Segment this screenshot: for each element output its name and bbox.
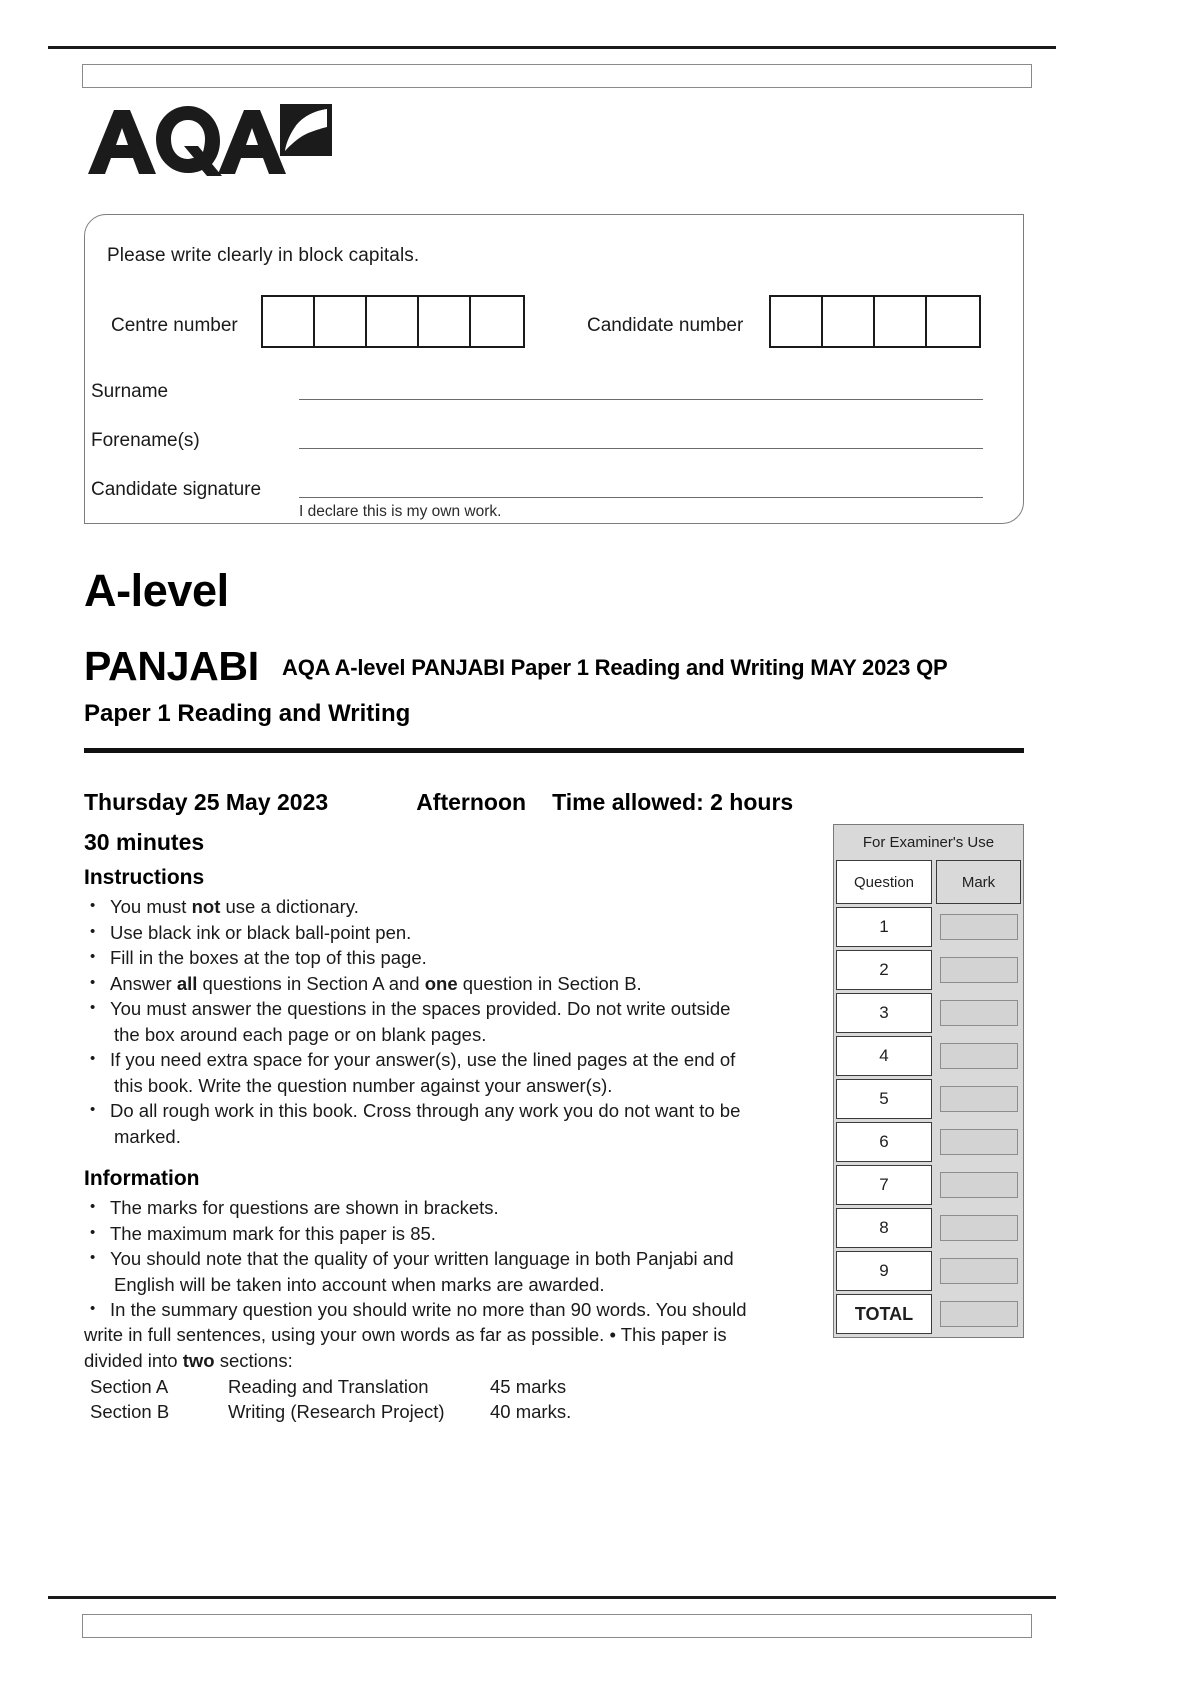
instruction-text: use a dictionary. <box>220 896 359 917</box>
instruction-text: If you need extra space for your answer(s), use the lined pages at the end of <box>110 1049 736 1070</box>
mark-cell[interactable] <box>936 907 1021 947</box>
list-item <box>84 1221 824 1247</box>
centre-number-cell[interactable] <box>419 297 471 346</box>
centre-number-input[interactable] <box>261 295 525 348</box>
mark-cell[interactable] <box>936 950 1021 990</box>
information-emphasis: two <box>182 1350 215 1371</box>
list-item <box>84 894 824 920</box>
mark-entry-box[interactable] <box>940 1301 1018 1327</box>
mark-cell[interactable] <box>936 1208 1021 1248</box>
table-row <box>834 993 1023 1036</box>
list-item <box>84 1195 824 1221</box>
list-item <box>84 971 824 997</box>
question-number: 1 <box>836 907 932 947</box>
exam-date: Thursday 25 May 2023 <box>84 789 329 815</box>
information-text: The marks for questions are shown in brackets. <box>110 1197 499 1218</box>
information-heading: Information <box>84 1167 200 1190</box>
table-row <box>90 1374 571 1399</box>
list-item <box>84 996 824 1022</box>
instruction-text: this book. Write the question number against your answer(s). <box>114 1074 613 1096</box>
list-item <box>84 920 824 946</box>
table-row-total <box>834 1294 1023 1337</box>
information-text: English will be taken into account when marks are awarded. <box>114 1273 605 1295</box>
table-row <box>834 1208 1023 1251</box>
candidate-number-label: Candidate number <box>587 315 744 336</box>
question-number: 8 <box>836 1208 932 1248</box>
table-row <box>834 1165 1023 1208</box>
question-number: 2 <box>836 950 932 990</box>
instruction-emphasis: not <box>191 896 221 917</box>
candidate-details-box <box>84 214 1024 524</box>
instruction-text: Do all rough work in this book. Cross through any work you do not want to be <box>110 1100 741 1121</box>
block-capitals-instruction: Please write clearly in block capitals. <box>107 245 420 266</box>
instruction-emphasis: one <box>424 972 458 994</box>
information-paragraph <box>84 1322 824 1348</box>
question-number: 4 <box>836 1036 932 1076</box>
candidate-number-cell[interactable] <box>927 297 979 346</box>
examiner-table-header-row <box>834 860 1023 907</box>
candidate-number-cell[interactable] <box>823 297 875 346</box>
exam-time-allowed-cont: 30 minutes <box>84 829 205 855</box>
mark-cell[interactable] <box>936 1079 1021 1119</box>
forenames-input-line[interactable] <box>299 448 983 449</box>
information-text: sections: <box>214 1350 293 1371</box>
qualification-level: A-level <box>84 565 229 616</box>
centre-number-label: Centre number <box>111 315 238 336</box>
instructions-heading: Instructions <box>84 866 205 889</box>
instruction-text: Fill in the boxes at the top of this page. <box>110 947 427 968</box>
section-content: Reading and Translation <box>228 1376 429 1397</box>
centre-number-cell[interactable] <box>315 297 367 346</box>
list-item <box>84 1246 824 1272</box>
section-name: Section B <box>90 1401 170 1422</box>
mark-entry-box[interactable] <box>940 1000 1018 1026</box>
forenames-label: Forename(s) <box>91 430 200 451</box>
mark-cell[interactable] <box>936 993 1021 1033</box>
instruction-text: question in Section B. <box>457 972 642 994</box>
aqa-logo <box>84 100 334 190</box>
mark-entry-box[interactable] <box>940 1172 1018 1198</box>
exam-time-allowed: Time allowed: 2 hours <box>552 789 794 815</box>
instruction-text: You must <box>110 896 192 917</box>
bottom-barcode-strip <box>82 1614 1032 1638</box>
question-number: 5 <box>836 1079 932 1119</box>
sections-breakdown <box>90 1374 571 1424</box>
mark-cell[interactable] <box>936 1122 1021 1162</box>
mark-cell[interactable] <box>936 1251 1021 1291</box>
section-marks: 40 marks. <box>490 1401 572 1422</box>
table-row <box>90 1399 571 1424</box>
information-text: In the summary question you should write no more than 90 words. You should <box>110 1299 747 1320</box>
surname-input-line[interactable] <box>299 399 983 400</box>
information-text: write in full sentences, using your own words as far as possible. <box>84 1324 610 1345</box>
paper-subtitle: Paper 1 Reading and Writing <box>84 700 411 727</box>
total-mark-cell[interactable] <box>936 1294 1021 1334</box>
exam-date-line <box>84 789 844 816</box>
centre-number-cell[interactable] <box>263 297 315 346</box>
full-paper-title: AQA A-level PANJABI Paper 1 Reading and Writing MAY 2023 QP <box>282 655 948 680</box>
list-item <box>84 1047 824 1073</box>
bottom-rule <box>48 1596 1056 1599</box>
candidate-number-input[interactable] <box>769 295 981 348</box>
table-row <box>834 950 1023 993</box>
bullet-glyph: • <box>609 1324 616 1345</box>
section-content: Writing (Research Project) <box>228 1401 445 1422</box>
list-item-continuation <box>84 1272 824 1298</box>
candidate-number-cell[interactable] <box>875 297 927 346</box>
column-header-question: Question <box>836 860 932 904</box>
candidate-number-cell[interactable] <box>771 297 823 346</box>
table-row <box>834 1079 1023 1122</box>
mark-entry-box[interactable] <box>940 1258 1018 1284</box>
list-item-continuation <box>84 1022 824 1048</box>
mark-entry-box[interactable] <box>940 1086 1018 1112</box>
total-label: TOTAL <box>836 1294 932 1334</box>
instruction-text: Answer <box>110 972 177 994</box>
instruction-text: marked. <box>114 1125 181 1147</box>
information-paragraph-2 <box>84 1348 824 1374</box>
mark-entry-box[interactable] <box>940 1215 1018 1241</box>
information-text: The maximum mark for this paper is 85. <box>110 1222 436 1244</box>
instruction-text: Use black ink or black ball-point pen. <box>110 921 412 943</box>
list-item <box>84 1297 824 1323</box>
table-row <box>834 1122 1023 1165</box>
declaration-text: I declare this is my own work. <box>299 503 502 520</box>
list-item <box>84 1098 824 1124</box>
list-item-continuation <box>84 1073 824 1099</box>
instructions-list <box>84 894 824 1149</box>
question-number: 7 <box>836 1165 932 1205</box>
mark-entry-box[interactable] <box>940 957 1018 983</box>
title-divider-rule <box>84 748 1024 753</box>
centre-number-cell[interactable] <box>367 297 419 346</box>
column-header-mark: Mark <box>936 860 1021 904</box>
instruction-text: questions in Section A and <box>197 972 425 994</box>
table-row <box>834 907 1023 950</box>
instruction-text: the box around each page or on blank pages. <box>114 1023 487 1045</box>
table-row <box>834 1036 1023 1079</box>
mark-entry-box[interactable] <box>940 1043 1018 1069</box>
instruction-emphasis: all <box>176 972 198 994</box>
information-list <box>84 1195 824 1323</box>
mark-entry-box[interactable] <box>940 914 1018 940</box>
information-text: You should note that the quality of your written language in both Panjabi and <box>110 1248 734 1269</box>
table-row <box>834 1251 1023 1294</box>
centre-number-cell[interactable] <box>471 297 523 346</box>
question-number: 9 <box>836 1251 932 1291</box>
exam-session: Afternoon <box>416 789 527 815</box>
section-name: Section A <box>90 1376 169 1397</box>
question-number: 6 <box>836 1122 932 1162</box>
information-text: divided into <box>84 1350 183 1371</box>
subject-title: PANJABI <box>84 643 259 689</box>
examiner-table-title: For Examiner's Use <box>834 825 1023 860</box>
mark-entry-box[interactable] <box>940 1129 1018 1155</box>
question-number: 3 <box>836 993 932 1033</box>
mark-cell[interactable] <box>936 1165 1021 1205</box>
information-text: This paper is <box>615 1324 727 1345</box>
examiner-use-table <box>833 824 1024 1338</box>
mark-cell[interactable] <box>936 1036 1021 1076</box>
list-item-continuation <box>84 1124 824 1150</box>
list-item <box>84 945 824 971</box>
signature-input-line[interactable] <box>299 497 983 498</box>
candidate-signature-label: Candidate signature <box>91 479 262 500</box>
instruction-text: You must answer the questions in the spaces provided. Do not write outside <box>110 998 731 1019</box>
section-marks: 45 marks <box>490 1376 567 1397</box>
top-rule <box>48 46 1056 49</box>
surname-label: Surname <box>91 381 169 402</box>
top-barcode-strip <box>82 64 1032 88</box>
